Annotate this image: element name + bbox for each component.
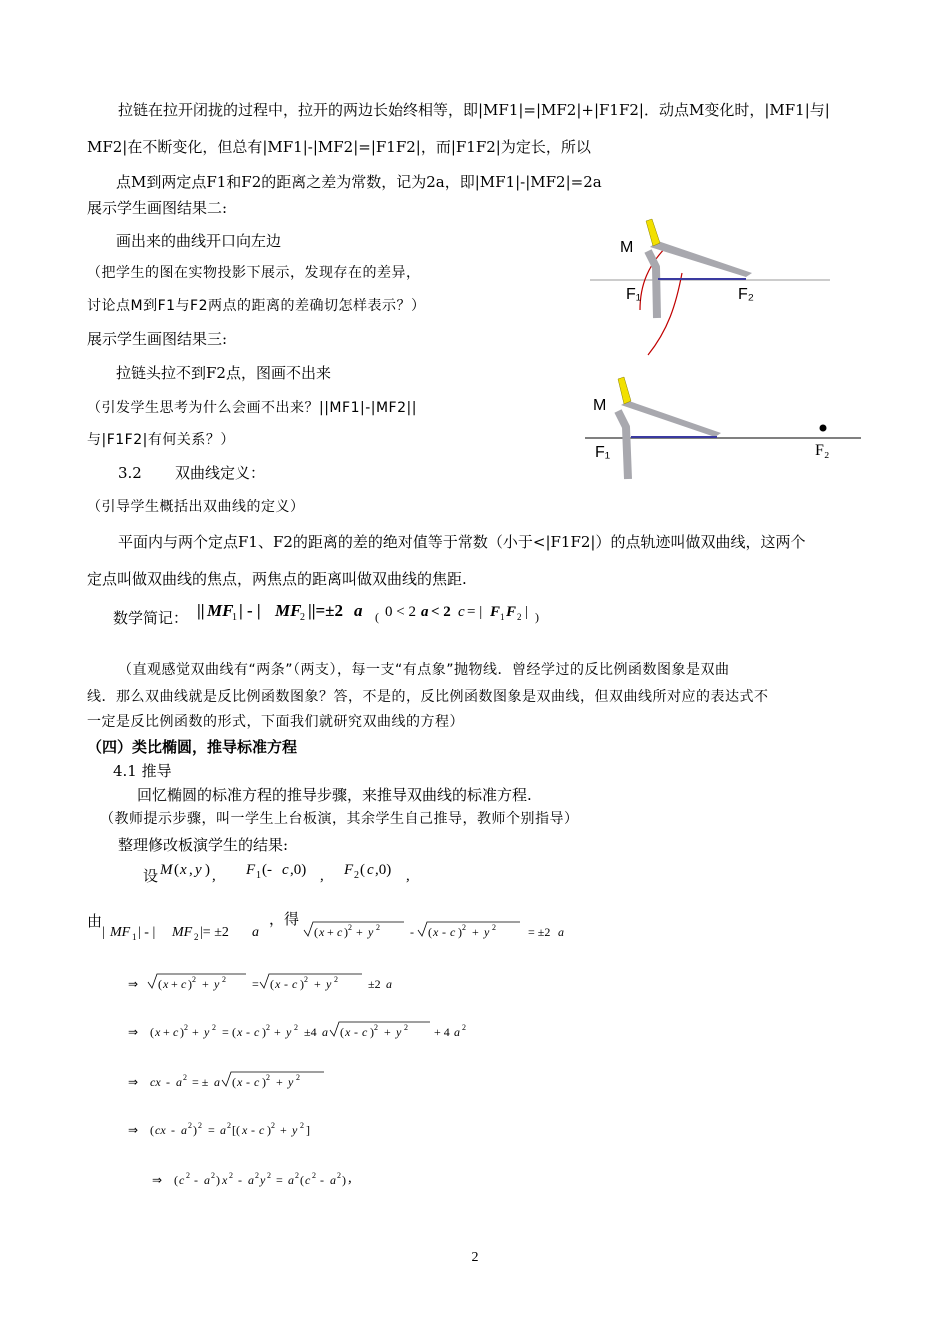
svg-text:2: 2 (266, 1023, 270, 1032)
svg-text:0 < 2: 0 < 2 (385, 604, 416, 620)
svg-text:a: a (354, 601, 363, 620)
zipper-arm (650, 241, 752, 277)
svg-text:]: ] (306, 1123, 310, 1137)
svg-text:MF: MF (172, 925, 193, 940)
svg-text:2: 2 (188, 1121, 192, 1130)
svg-text:2: 2 (255, 1171, 259, 1180)
svg-text:2: 2 (271, 1121, 275, 1130)
svg-text:+: + (202, 977, 209, 991)
svg-text:y: y (326, 977, 332, 991)
svg-text:(: ( (232, 1075, 236, 1089)
svg-text:y: y (286, 1025, 292, 1039)
section-four-heading: （四）类比椭圆，推导标准方程 (87, 738, 298, 756)
svg-text:2: 2 (517, 612, 522, 622)
svg-text:(: ( (300, 1173, 304, 1187)
svg-text:): ) (535, 610, 539, 624)
svg-text:⇒: ⇒ (128, 1075, 139, 1089)
zipper-left-strip (618, 411, 628, 479)
svg-text:x: x (275, 977, 281, 991)
svg-text:(: ( (232, 1025, 236, 1039)
svg-text:+: + (163, 1025, 170, 1039)
svg-text:y: y (368, 925, 374, 939)
svg-text:1: 1 (132, 932, 137, 942)
svg-text:-: - (238, 1173, 242, 1187)
svg-text:MF: MF (275, 601, 302, 620)
svg-text:MF: MF (207, 601, 234, 620)
svg-text:1: 1 (500, 612, 505, 622)
svg-text:⇒: ⇒ (128, 977, 139, 991)
svg-text:2: 2 (376, 923, 380, 932)
svg-text:cx: cx (155, 1123, 166, 1137)
svg-text:,: , (189, 862, 193, 878)
svg-text:= ±: = ± (192, 1075, 209, 1089)
svg-text:= ±2: = ±2 (528, 925, 551, 939)
svg-text:): ) (262, 1075, 266, 1089)
heading-result-two: 展示学生画图结果二: (87, 199, 228, 217)
svg-text:2: 2 (186, 1171, 190, 1180)
svg-text:2: 2 (492, 923, 496, 932)
svg-text:2: 2 (267, 1171, 271, 1180)
figure-result-two (560, 205, 860, 369)
derivation-step4-svg (128, 1112, 428, 1146)
svg-text:,: , (406, 868, 410, 884)
svg-text:x: x (433, 925, 439, 939)
svg-text:y: y (214, 977, 220, 991)
svg-text:a: a (220, 1123, 226, 1137)
svg-text:F: F (490, 604, 501, 620)
svg-text:(: ( (174, 1173, 178, 1187)
svg-text:+: + (327, 925, 334, 939)
svg-text:c: c (254, 1025, 260, 1039)
svg-text:a: a (176, 1075, 182, 1089)
svg-text:y: y (292, 1123, 298, 1137)
svg-text:2: 2 (295, 1171, 299, 1180)
svg-text:|: | (525, 604, 529, 620)
point-f2-dot (820, 425, 827, 432)
label-f2: F₂ (738, 286, 754, 303)
figure-result-two-svg (560, 205, 860, 365)
svg-text:,: , (348, 1170, 352, 1186)
svg-text:-: - (246, 1025, 250, 1039)
svg-text:y: y (204, 1025, 210, 1039)
svg-text:a: a (386, 977, 392, 991)
svg-text:x: x (237, 1025, 243, 1039)
result-three-note-line2: 与|F1F2|有何关系？） (87, 432, 235, 448)
svg-text:c: c (305, 1173, 311, 1187)
para-zipper-line1: 拉链在拉开闭拢的过程中，拉开的两边长始终相等，即|MF1|=|MF2|+|F1F2|．动点M变化时，|MF1|与| (118, 101, 830, 119)
svg-text:x: x (163, 977, 169, 991)
svg-text:a: a (322, 1025, 328, 1039)
svg-text:): ) (180, 1025, 184, 1039)
para-zipper-line2: MF2|在不断变化，但总有|MF1|-|MF2|=|F1F2|，而|F1F2|为定长，所以 (87, 138, 591, 156)
svg-text:a: a (421, 604, 429, 620)
svg-text:2: 2 (462, 1023, 466, 1032)
result-two-text: 画出来的曲线开口向左边 (116, 232, 282, 250)
svg-text:2: 2 (184, 1023, 188, 1032)
svg-text:-: - (442, 925, 446, 939)
svg-text:): ) (262, 1025, 266, 1039)
svg-text:c: c (337, 925, 343, 939)
derivation-step0-rhs (302, 912, 602, 950)
svg-text:): ) (216, 1173, 220, 1187)
svg-text:-: - (246, 1075, 250, 1089)
svg-text:a: a (288, 1173, 294, 1187)
svg-text:2: 2 (300, 1121, 304, 1130)
derivation-step3-svg (128, 1064, 428, 1098)
derivation-step0-rhs-svg (302, 912, 602, 946)
svg-text:c: c (254, 1075, 260, 1089)
svg-text:): ) (300, 977, 304, 991)
svg-text:F: F (506, 604, 517, 620)
svg-text:2: 2 (348, 923, 352, 932)
svg-text:a: a (214, 1075, 220, 1089)
svg-text:): ) (205, 862, 210, 878)
svg-text:+: + (356, 925, 363, 939)
svg-text:y: y (260, 1173, 266, 1187)
svg-text:2: 2 (296, 1073, 300, 1082)
svg-text:y: y (484, 925, 490, 939)
svg-text:2: 2 (312, 1171, 316, 1180)
svg-text:a: a (454, 1025, 460, 1039)
zipper-pull-tab (618, 377, 631, 404)
svg-text:2: 2 (300, 612, 305, 623)
svg-text:(: ( (270, 977, 274, 991)
svg-text:2: 2 (198, 1121, 202, 1130)
svg-text:=: = (208, 1123, 215, 1137)
svg-text:| - |: | - | (138, 925, 156, 940)
derivation-step3 (128, 1064, 428, 1102)
svg-text:+: + (472, 925, 479, 939)
svg-text:a: a (252, 925, 259, 940)
svg-text:MF: MF (110, 925, 131, 940)
svg-text:c: c (367, 862, 374, 878)
svg-text:+: + (192, 1025, 199, 1039)
svg-text:): ) (458, 925, 462, 939)
svg-text:(: ( (314, 925, 318, 939)
svg-text:): ) (344, 925, 348, 939)
svg-text:-: - (251, 1123, 255, 1137)
intuition-line1: （直观感觉双曲线有“两条”（两支），每一支“有点象”抛物线．曾经学过的反比例函数图象是双曲 (118, 662, 730, 678)
let-label: 设 (143, 867, 159, 885)
organize-results-text: 整理修改板演学生的结果: (118, 836, 289, 854)
svg-text:2: 2 (183, 1073, 187, 1082)
svg-text:c: c (450, 925, 456, 939)
svg-text:+: + (314, 977, 321, 991)
svg-text:=: = (222, 1025, 229, 1039)
svg-text:(-: (- (262, 862, 272, 878)
result-two-note-line1: （把学生的图在实物投影下展示，发现存在的差异， (87, 265, 421, 281)
result-three-note-line1: （引发学生思考为什么会画不出来？||MF1|-|MF2|| (87, 400, 417, 416)
svg-text:2: 2 (192, 975, 196, 984)
zipper-arm (621, 401, 721, 437)
svg-text:-: - (194, 1173, 198, 1187)
heading-result-three: 展示学生画图结果三: (87, 330, 228, 348)
let-points-formula (160, 856, 440, 890)
result-three-text: 拉链头拉不到F2点，图画不出来 (116, 364, 331, 382)
svg-text:(: ( (340, 1025, 344, 1039)
derivation-step5-svg (152, 1162, 452, 1196)
svg-text:c: c (362, 1025, 368, 1039)
svg-text:x: x (222, 1173, 228, 1187)
svg-text:⇒: ⇒ (152, 1173, 163, 1187)
derivation-step2 (128, 1014, 548, 1052)
recall-ellipse-text: 回忆椭圆的标准方程的推导步骤，来推导双曲线的标准方程. (137, 786, 532, 804)
svg-text:2: 2 (334, 975, 338, 984)
svg-text:y: y (288, 1075, 294, 1089)
page-number: 2 (471, 1250, 479, 1265)
let-points-svg (160, 856, 440, 886)
derivation-step5 (152, 1162, 452, 1200)
svg-text:(: ( (375, 610, 379, 624)
svg-text:x: x (155, 1025, 161, 1039)
svg-text:,: , (212, 868, 216, 884)
figure-result-three (585, 375, 865, 489)
derivation-step2-svg (128, 1014, 548, 1048)
svg-text:||=±2: ||=±2 (308, 601, 344, 620)
svg-text:-: - (284, 977, 288, 991)
svg-text:x: x (345, 1025, 351, 1039)
label-f1: F₁ (595, 444, 611, 461)
svg-text:±4: ±4 (304, 1025, 317, 1039)
svg-text:2: 2 (194, 932, 199, 942)
svg-text:c: c (292, 977, 298, 991)
math-shorthand-svg (195, 598, 555, 632)
teacher-note: （教师提示步骤，叫一学生上台板演，其余学生自己推导，教师个别指导） (100, 811, 579, 827)
definition-line2: 定点叫做双曲线的焦点，两焦点的距离叫做双曲线的焦距. (87, 570, 467, 588)
figure-result-three-svg (585, 375, 865, 485)
svg-text:F: F (344, 862, 354, 878)
svg-text:+: + (274, 1025, 281, 1039)
svg-text:x: x (180, 862, 187, 878)
svg-text:): ) (188, 977, 192, 991)
svg-text:): ) (193, 1123, 197, 1137)
svg-text:2: 2 (354, 870, 359, 881)
svg-text:-: - (354, 1025, 358, 1039)
subsection-4-1: 4.1 推导 (113, 762, 172, 780)
intuition-line3: 一定是反比例函数的形式，下面我们就研究双曲线的方程） (87, 714, 464, 730)
svg-text:x: x (242, 1123, 248, 1137)
svg-text:-: - (320, 1173, 324, 1187)
svg-text:1: 1 (256, 870, 261, 881)
zipper-pull-tab (646, 219, 660, 246)
svg-text:2: 2 (222, 975, 226, 984)
svg-text:2: 2 (229, 1171, 233, 1180)
svg-text:< 2: < 2 (431, 604, 451, 620)
svg-text:,0): ,0) (375, 862, 392, 878)
svg-text:a: a (204, 1173, 210, 1187)
math-shorthand-label: 数学简记： (113, 609, 189, 627)
svg-text:cx: cx (150, 1075, 161, 1089)
get-label: ，得 (269, 910, 300, 928)
svg-text:+: + (276, 1075, 283, 1089)
svg-text:): ) (342, 1173, 346, 1187)
svg-text:c: c (179, 1173, 185, 1187)
label-f1: F₁ (626, 286, 642, 303)
svg-text:2: 2 (211, 1171, 215, 1180)
svg-text:2: 2 (212, 1023, 216, 1032)
svg-text:(: ( (150, 1025, 154, 1039)
svg-text:y: y (396, 1025, 402, 1039)
svg-text:c: c (181, 977, 187, 991)
svg-text:2: 2 (462, 923, 466, 932)
svg-text:y: y (195, 862, 202, 878)
svg-text:-: - (410, 925, 414, 939)
svg-text:2: 2 (227, 1121, 231, 1130)
svg-text:2: 2 (374, 1023, 378, 1032)
svg-text:2: 2 (294, 1023, 298, 1032)
svg-text:a: a (248, 1173, 254, 1187)
svg-text:+: + (171, 977, 178, 991)
svg-text:1: 1 (232, 612, 237, 623)
svg-text:[(: [( (232, 1123, 240, 1137)
svg-text:2: 2 (304, 975, 308, 984)
svg-text:x: x (237, 1075, 243, 1089)
svg-text:-: - (166, 1075, 170, 1089)
svg-text:|: | (102, 925, 105, 940)
svg-text:= |: = | (467, 604, 483, 620)
math-shorthand-formula (195, 598, 555, 636)
svg-text:||: || (197, 601, 205, 620)
svg-text:(: ( (360, 862, 365, 878)
svg-text:+ 4: + 4 (434, 1025, 450, 1039)
svg-text:+: + (280, 1123, 287, 1137)
svg-text:(: ( (158, 977, 162, 991)
section-number-3-2: 3.2 (118, 464, 142, 482)
svg-text:=: = (276, 1173, 283, 1187)
definition-line1: 平面内与两个定点F1、F2的距离的差的绝对值等于常数（小于<|F1F2|）的点轨迹叫做双曲线，这两个 (118, 533, 806, 551)
svg-text:⇒: ⇒ (128, 1123, 139, 1137)
from-label: 由 (87, 912, 103, 930)
derivation-step1-svg (128, 966, 448, 1000)
label-m: M (593, 397, 607, 414)
svg-text:a: a (558, 925, 564, 939)
svg-text:F: F (246, 862, 256, 878)
svg-text:|= ±2: |= ±2 (200, 925, 229, 940)
svg-text:(: ( (174, 862, 179, 878)
derivation-step4 (128, 1112, 428, 1150)
svg-text:±2: ±2 (368, 977, 381, 991)
zipper-left-strip (648, 251, 657, 318)
svg-text:): ) (267, 1123, 271, 1137)
svg-text:(: ( (150, 1123, 154, 1137)
para-zipper-line3: 点M到两定点F1和F2的距离之差为常数，记为2a，即|MF1|-|MF2|=2a (116, 173, 602, 191)
svg-text:M: M (160, 862, 173, 878)
svg-text:-: - (171, 1123, 175, 1137)
svg-text:c: c (458, 604, 465, 620)
svg-text:| - |: | - | (239, 601, 261, 620)
svg-text:(: ( (428, 925, 432, 939)
definition-note: （引导学生概括出双曲线的定义） (87, 499, 305, 515)
svg-text:+: + (384, 1025, 391, 1039)
intuition-line2: 线．那么双曲线就是反比例函数图象？答，不是的，反比例函数图象是双曲线，但双曲线所对应的表达式不 (87, 689, 769, 705)
svg-text:): ) (370, 1025, 374, 1039)
svg-text:2: 2 (337, 1171, 341, 1180)
svg-text:⇒: ⇒ (128, 1025, 139, 1039)
svg-text:,0): ,0) (290, 862, 307, 878)
result-two-note-line2: 讨论点M到F1与F2两点的距离的差确切怎样表示？） (87, 298, 426, 314)
label-f2: F₂ (815, 442, 830, 459)
label-m: M (620, 239, 634, 256)
svg-text:c: c (173, 1025, 179, 1039)
svg-text:a: a (330, 1173, 336, 1187)
svg-text:2: 2 (266, 1073, 270, 1082)
svg-text:x: x (319, 925, 325, 939)
derivation-step1 (128, 966, 448, 1004)
svg-text:2: 2 (404, 1023, 408, 1032)
svg-text:c: c (282, 862, 289, 878)
section-title-definition: 双曲线定义： (175, 464, 266, 482)
svg-text:,: , (320, 868, 324, 884)
svg-text:a: a (181, 1123, 187, 1137)
svg-text:c: c (259, 1123, 265, 1137)
svg-text:=: = (252, 977, 259, 991)
